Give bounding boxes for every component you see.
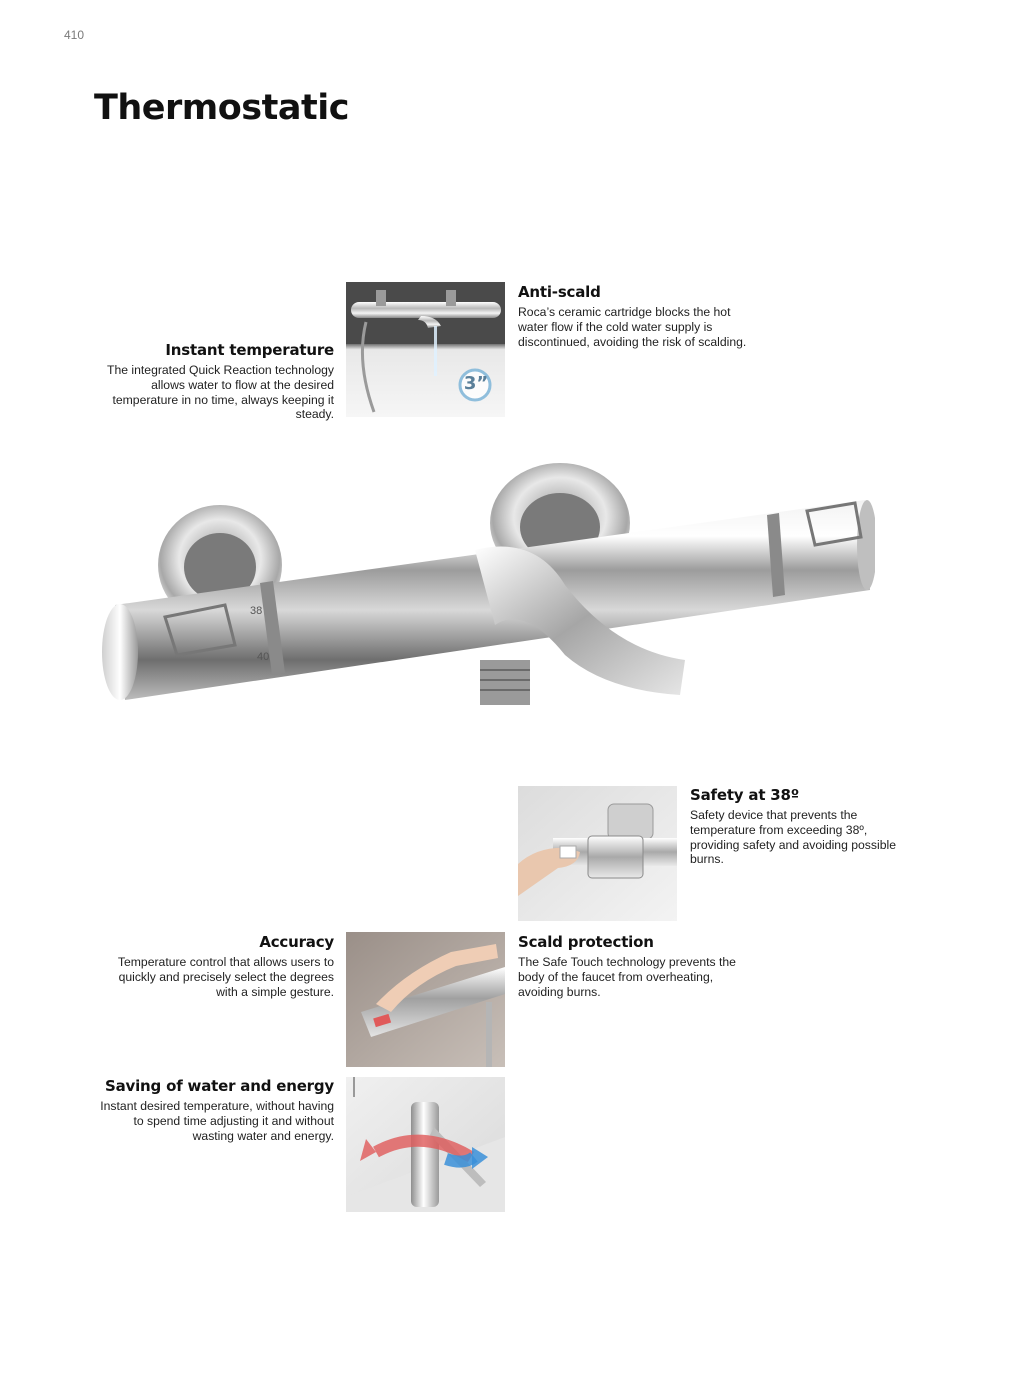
page-number: 410 — [64, 28, 85, 42]
feature-text: Instant desired temperature, without having to spend time adjusting it and without wasting water and energy. — [100, 1099, 334, 1143]
feature-text: The integrated Quick Reaction technology allows water to flow at the desired temperature in no time, always keeping it steady. — [107, 363, 334, 422]
feature-text: The Safe Touch technology prevents the body of the faucet from overheating, avoiding burns. — [518, 955, 736, 999]
basin-mixer-photo — [346, 1077, 505, 1212]
page-title: Thermostatic — [94, 88, 349, 128]
dial-mark: 40 — [257, 651, 270, 663]
feature-safety-38 — [690, 786, 920, 867]
touch-control-photo — [346, 932, 505, 1067]
feature-saving — [94, 1077, 334, 1143]
quick-reaction-badge: 3” — [463, 373, 489, 394]
feature-instant-temperature — [104, 341, 334, 422]
feature-title: Anti-scald — [518, 283, 601, 301]
safety-button-photo — [518, 786, 677, 921]
feature-accuracy — [104, 933, 334, 999]
feature-title: Accuracy — [259, 933, 334, 951]
feature-anti-scald — [518, 283, 758, 349]
feature-scald-protection — [518, 933, 738, 999]
dial-mark: 38 — [250, 605, 263, 617]
feature-title: Safety at 38º — [690, 786, 800, 804]
feature-text: Roca’s ceramic cartridge blocks the hot water flow if the cold water supply is discontinued, avoiding the risk of scalding. — [518, 305, 747, 349]
feature-text: Temperature control that allows users to quickly and precisely select the degrees with a simple gesture. — [117, 955, 334, 999]
feature-text: Safety device that prevents the temperature from exceeding 38º, providing safety and avoiding possible burns. — [690, 808, 896, 867]
thermostatic-mixer-image — [95, 455, 875, 755]
feature-title: Instant temperature — [165, 341, 334, 359]
feature-title: Saving of water and energy — [105, 1077, 334, 1095]
feature-title: Scald protection — [518, 933, 654, 951]
quick-reaction-photo — [346, 282, 505, 417]
